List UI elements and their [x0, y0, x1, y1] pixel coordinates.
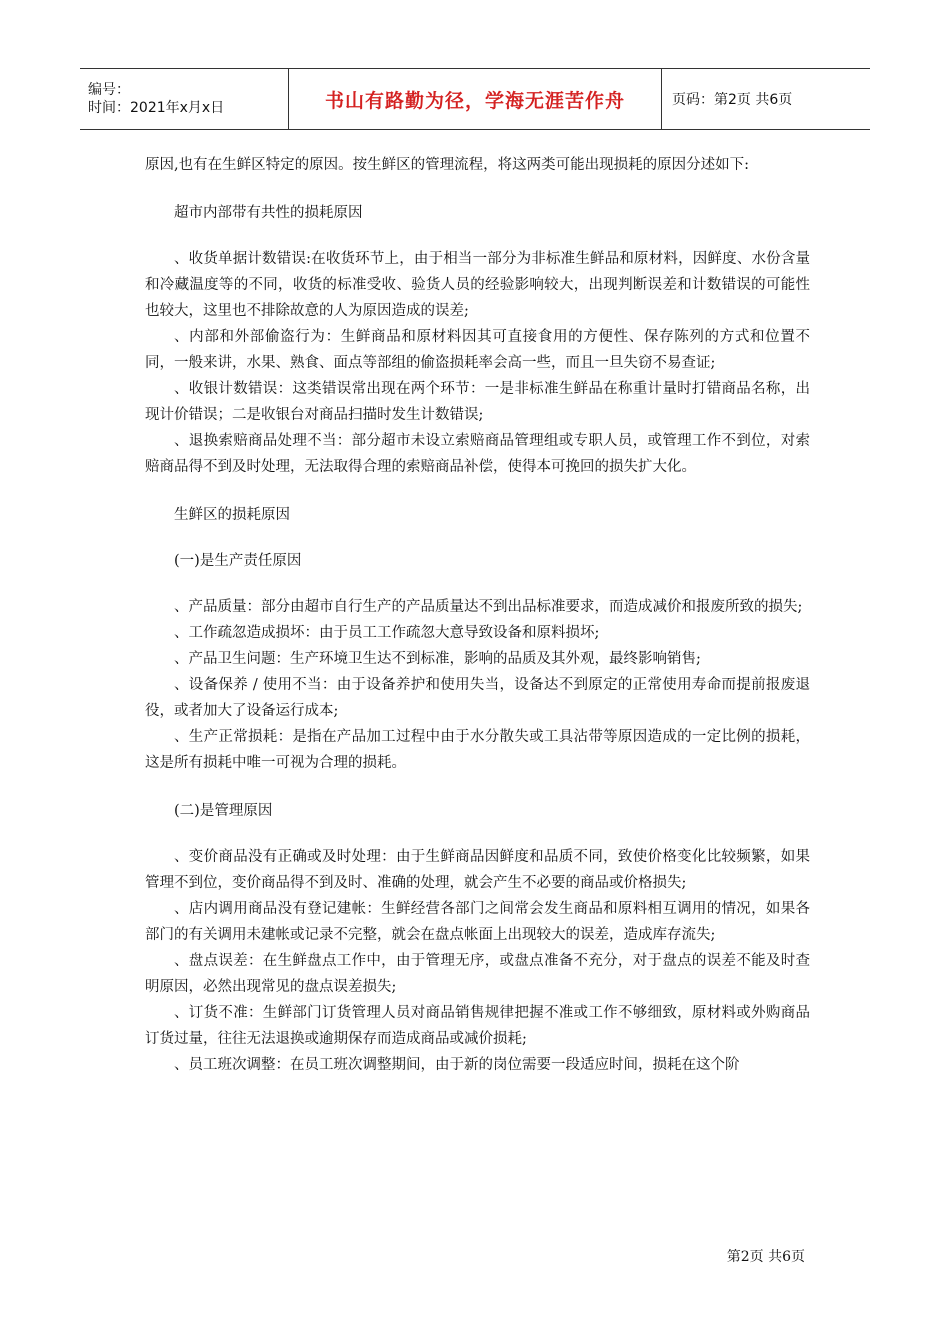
footer-page-number: 第2页 共6页 — [726, 1249, 805, 1265]
list-item: 、订货不准：生鲜部门订货管理人员对商品销售规律把握不准或工作不够细致，原材料或外购商品订货过量，往往无法退换或逾期保存而造成商品或减价损耗; — [145, 1005, 810, 1047]
list-item: 、收银计数错误：这类错误常出现在两个环节：一是非标准生鲜品在称重计量时打错商品名称，出现计价错误；二是收银台对商品扫描时发生计数错误; — [145, 381, 810, 423]
header-motto-cell — [288, 69, 662, 129]
header-meta — [80, 69, 288, 129]
header-page-number: 页码：第2页 共6页 — [672, 92, 793, 108]
section-heading-fresh-causes: 生鲜区的损耗原因 — [174, 507, 290, 523]
header-page-cell — [662, 69, 792, 129]
list-item: 、产品质量：部分由超市自行生产的产品质量达不到出品标准要求，而造成减价和报废所致的损失; — [174, 599, 803, 615]
subsection-heading-production: (一)是生产责任原因 — [174, 553, 302, 569]
list-item: 、盘点误差：在生鲜盘点工作中，由于管理无序，或盘点准备不充分，对于盘点的误差不能及时查明原因，必然出现常见的盘点误差损失; — [145, 953, 810, 995]
motto-text: 书山有路勤为径，学海无涯苦作舟 — [324, 89, 625, 112]
list-item: 、生产正常损耗：是指在产品加工过程中由于水分散失或工具沾带等原因造成的一定比例的损耗，这是所有损耗中唯一可视为合理的损耗。 — [145, 729, 810, 771]
list-item: 、店内调用商品没有登记建帐：生鲜经营各部门之间常会发生商品和原料相互调用的情况，如果各部门的有关调用未建帐或记录不完整，就会在盘点帐面上出现较大的误差，造成库存流失; — [145, 901, 810, 943]
page-header — [80, 68, 870, 130]
list-item: 、工作疏忽造成损坏：由于员工工作疏忽大意导致设备和原料损坏; — [174, 625, 600, 641]
date-label: 时间：2021年x月x日 — [88, 100, 225, 116]
list-item: 、设备保养 / 使用不当：由于设备养护和使用失当，设备达不到原定的正常使用寿命而提前报废退役，或者加大了设备运行成本; — [145, 677, 810, 719]
intro-paragraph: 原因,也有在生鲜区特定的原因。按生鲜区的管理流程，将这两类可能出现损耗的原因分述如下: — [145, 157, 749, 173]
list-item: 、内部和外部偷盗行为：生鲜商品和原材料因其可直接食用的方便性、保存陈列的方式和位置不同，一般来讲，水果、熟食、面点等部组的偷盗损耗率会高一些，而且一旦失窃不易查证; — [145, 329, 810, 371]
serial-label: 编号： — [88, 82, 130, 98]
list-item: 、变价商品没有正确或及时处理：由于生鲜商品因鲜度和品质不同，致使价格变化比较频繁，如果管理不到位，变价商品得不到及时、准确的处理，就会产生不必要的商品或价格损失; — [145, 849, 810, 891]
list-item: 、产品卫生问题：生产环境卫生达不到标准，影响的品质及其外观，最终影响销售; — [174, 651, 701, 667]
section-heading-common-causes: 超市内部带有共性的损耗原因 — [174, 205, 363, 221]
subsection-heading-management: (二)是管理原因 — [174, 803, 273, 819]
document-body — [145, 152, 810, 1078]
list-item: 、退换索赔商品处理不当：部分超市未设立索赔商品管理组或专职人员，或管理工作不到位，对索赔商品得不到及时处理，无法取得合理的索赔商品补偿，使得本可挽回的损失扩大化。 — [145, 433, 810, 475]
list-item: 、员工班次调整：在员工班次调整期间，由于新的岗位需要一段适应时间，损耗在这个阶 — [174, 1057, 740, 1073]
list-item: 、收货单据计数错误:在收货环节上，由于相当一部分为非标准生鲜品和原材料，因鲜度、水份含量和冷藏温度等的不同，收货的标准受收、验货人员的经验影响较大，出现判断误差和计数错误的可能性也较大，这里也不排除故意的人为原因造成的误差; — [145, 251, 810, 319]
